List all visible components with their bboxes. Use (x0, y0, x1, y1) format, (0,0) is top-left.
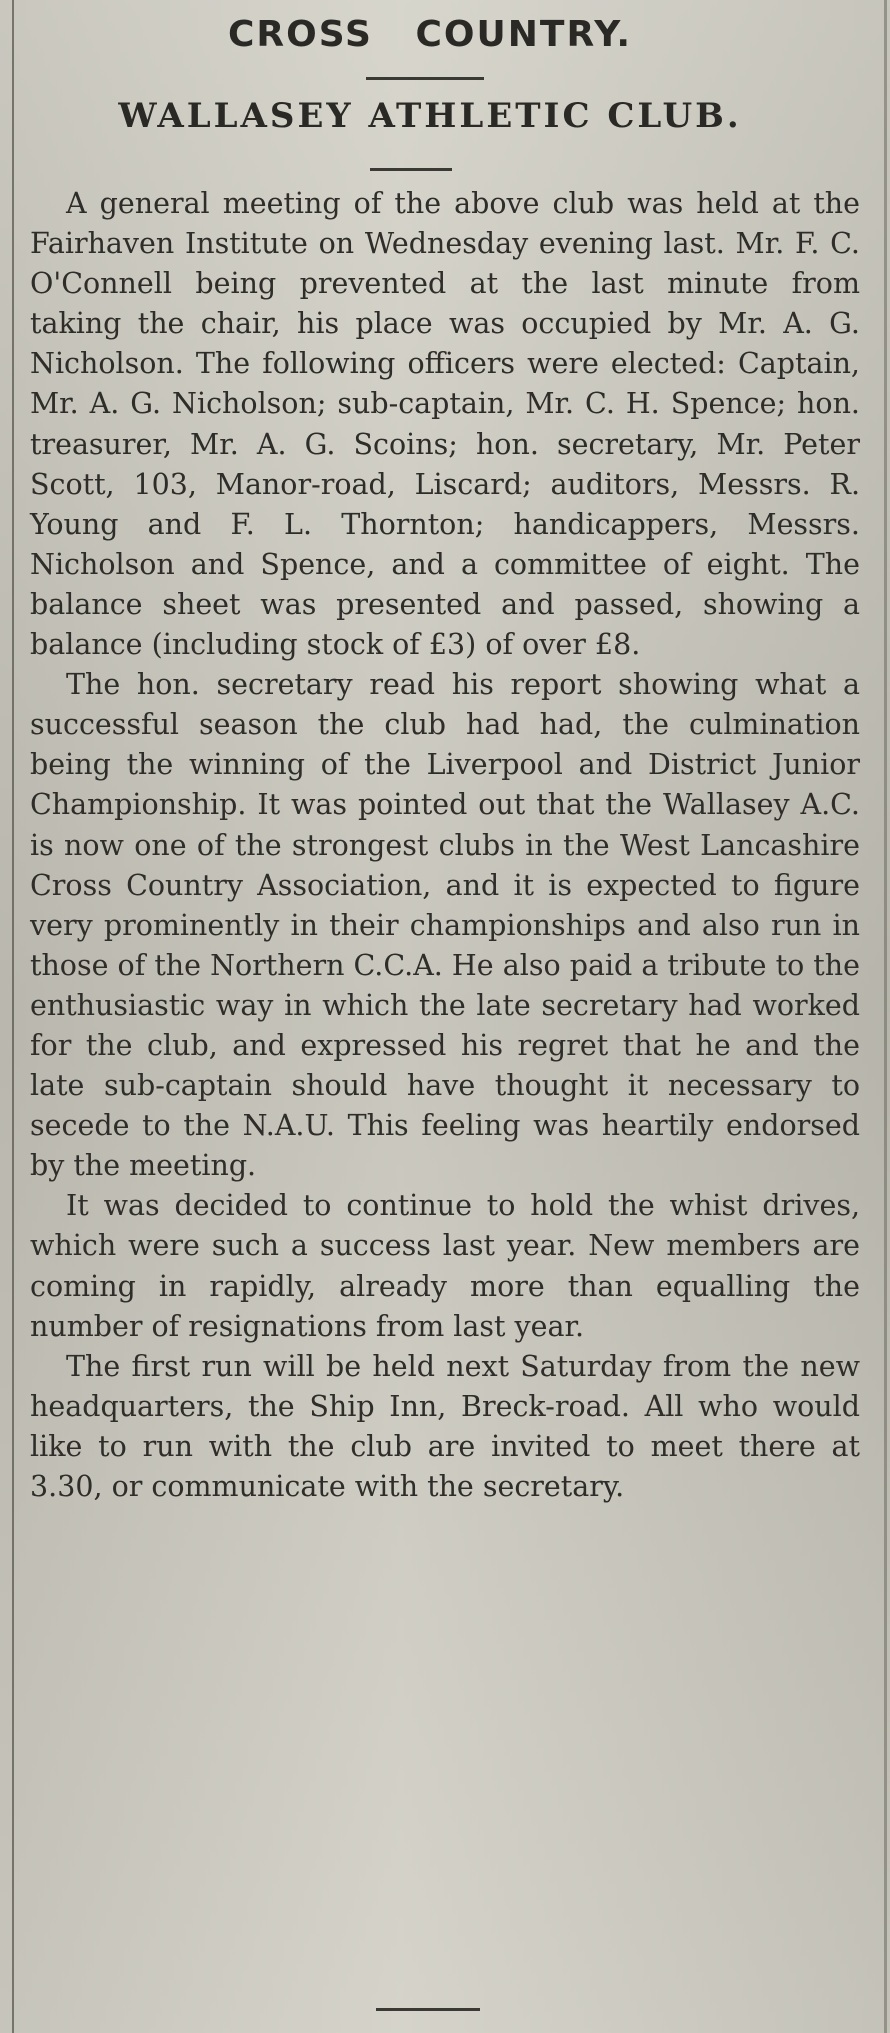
article-body (30, 184, 860, 1507)
headline-divider (366, 77, 484, 80)
column-rule-right (884, 0, 887, 2033)
headline: CROSS COUNTRY. (228, 14, 632, 55)
end-divider (376, 2008, 480, 2011)
paragraph-first-run: The first run will be held next Saturday from the new headquarters, the Ship Inn, Breck-road. All who would like to run with the club are invited to meet there at 3.30, or communicate with the secretary. (30, 1349, 860, 1503)
paragraph-whist-drives: It was decided to continue to hold the whist drives, which were such a success last year. New members are coming in rapidly, already more than equalling the number of resignations from last year. (30, 1189, 860, 1343)
paragraph-report: The hon. secretary read his report showing what a successful season the club had had, the culmination being the winning of the Liverpool and District Junior Championship. It was pointed out that the Wallasey A.C. is now one of the strongest clubs in the West Lancashire Cross Country Association, and it is expected to figure very prominently in their championships and also run in those of the Northern C.C.A. He also paid a tribute to the enthusiastic way in which the late secretary had worked for the club, and expressed his regret that he and the late sub-captain should have thought it necessary to secede to the N.A.U. This feeling was heartily endorsed by the meeting. (30, 668, 860, 1183)
subheadline-divider (370, 168, 452, 171)
column-rule-left (12, 0, 14, 2033)
subheadline: WALLASEY ATHLETIC CLUB. (118, 96, 742, 136)
paragraph-meeting: A general meeting of the above club was held at the Fairhaven Institute on Wednesday evening last. Mr. F. C. O'Connell being prevented at the last minute from taking the chair, his place was occupied by Mr. A. G. Nicholson. The following officers were elected: Captain, Mr. A. G. Nicholson; sub-captain, Mr. C. H. Spence; hon. treasurer, Mr. A. G. Scoins; hon. secretary, Mr. Peter Scott, 103, Manor-road, Liscard; auditors, Messrs. R. Young and F. L. Thornton; handicappers, Messrs. Nicholson and Spence, and a committee of eight. The balance sheet was presented and passed, showing a balance (including stock of £3) of over £8. (30, 187, 860, 662)
newspaper-clipping (30, 0, 860, 2033)
